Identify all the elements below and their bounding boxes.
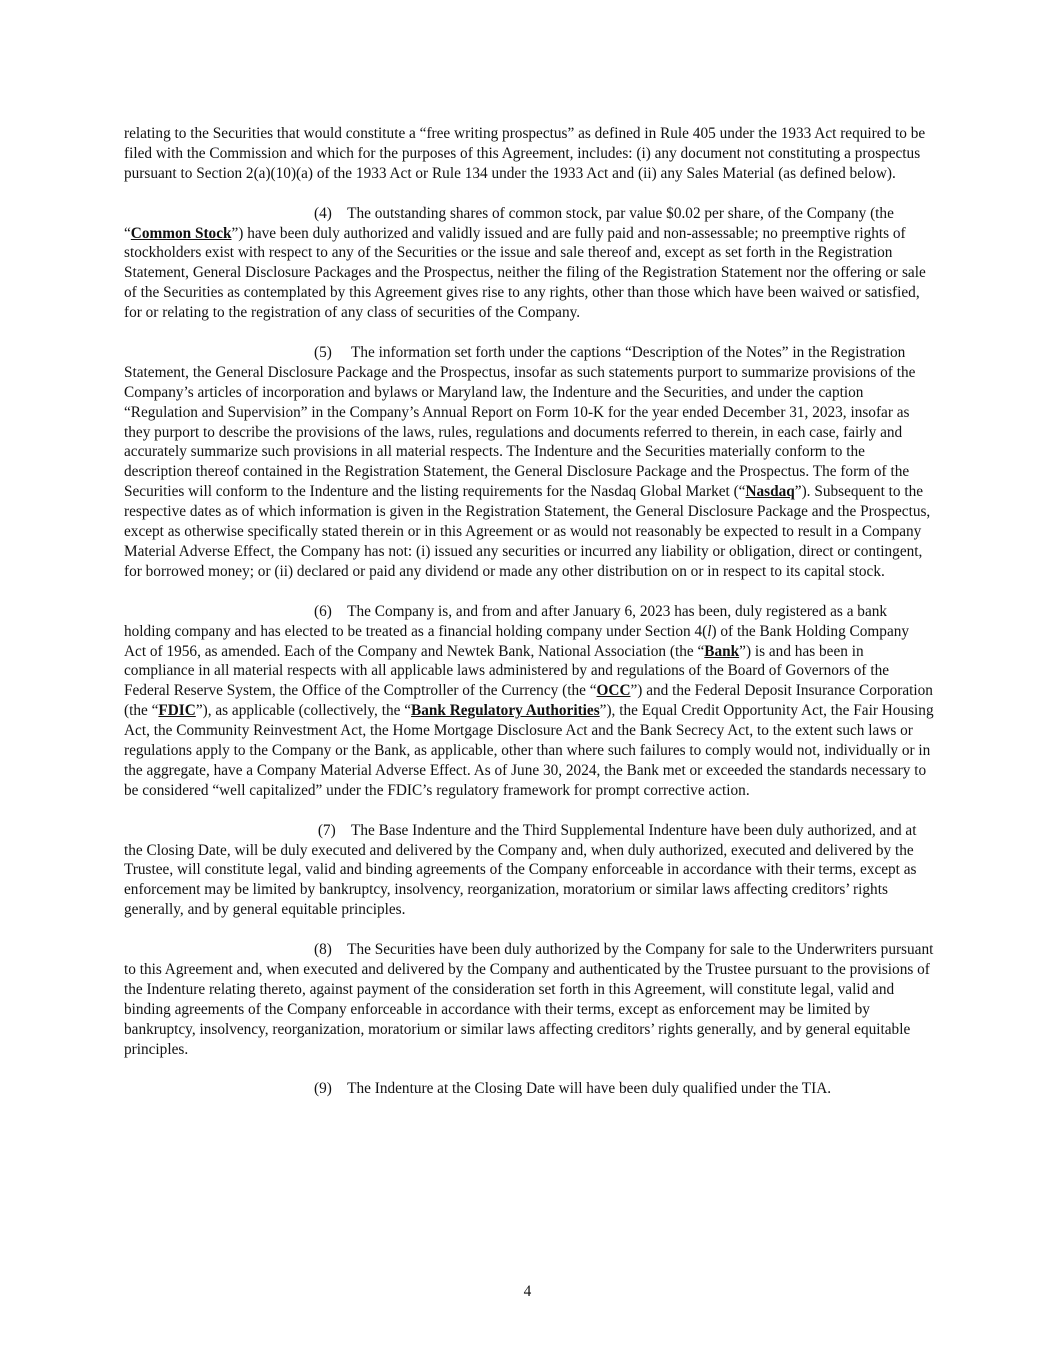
paragraph-text: ”), the Equal Credit Opportunity Act, the Fair Housing Act, the Community Reinvestment Act, the Home Mortgage Disclosure Act and the Bank Secrecy Act, to the extent such laws or regulations apply to the Company or the Bank, as applicable, other than where such failures to comply would not, individually or in the aggregate, have a Company Material Adverse Effect. As of June 30, 2024, the Bank met or exceeded the standards necessary to be considered “well capitalized” under the FDIC’s regulatory framework for prompt corrective action. [124,702,934,799]
paragraph-9 [124,1079,934,1099]
paragraph-text: ) of the Bank Holding Company Act of 1956, as amended. Each of the Company and Newtek Bank, National Association (the “ [124,622,910,660]
paragraph-text: The Securities have been duly authorized by the Company for sale to the Underwriters pursuant to this Agreement and, when executed and delivered by the Company and authenticated by the Trustee pursuant to the provisions of the Indenture relating thereto, against payment of the consideration set forth in this Agreement, will constitute legal, valid and binding agreements of the Company enforceable in accordance with their terms, except as enforcement may be limited by bankruptcy, insolvency, reorganization, moratorium or similar laws affecting creditors’ rights generally, and by general equitable principles. [124,941,934,1058]
paragraph-number: (8) [314,941,332,959]
paragraph-7 [124,821,934,921]
paragraph-continuation: relating to the Securities that would constitute a “free writing prospectus” as defined in Rule 405 under the 1933 Act required to be filed with the Commission and which for the purposes of this Agreement, includes: (i) any document not constituting a prospectus pursuant to Section 2(a)(10)(a) of the 1933 Act or Rule 134 under the 1933 Act and (ii) any Sales Material (as defined below). [124,125,926,182]
paragraph-text: The information set forth under the captions “Description of the Notes” in the Registration Statement, the General Disclosure Package and the Prospectus, insofar as such statements purport to summarize provisions of the Company’s articles of incorporation and bylaws or Maryland law, the Indenture and the Securities, and under the caption “Regulation and Supervision” in the Company’s Annual Report on Form 10-K for the year ended December 31, 2023, insofar as they purport to describe the provisions of the laws, rules, regulations and documents referred to therein, in each case, fairly and accurately summarize such provisions in all material respects. The Indenture and the Securities materially conform to the description thereof contained in the Registration Statement, the General Disclosure Package and the Prospectus. The form of the Securities will conform to the Indenture and the listing requirements for the Nasdaq Global Market (“ [124,343,916,501]
paragraph-text: The Company is, and from and after January 6, 2023 has been, duly registered as a bank holding company and has elected to be treated as a financial holding company under Section 4( [124,602,888,640]
paragraph-text: ”), as applicable (collectively, the “ [195,702,411,720]
paragraph-8 [124,940,934,1059]
paragraph-number: (7) [317,821,336,839]
paragraph-number: (9) [314,1080,332,1098]
paragraph-number: (4) [314,204,332,222]
paragraph-5 [124,343,934,582]
defined-term-nasdaq: Nasdaq [745,483,795,501]
italic-letter: l [707,622,712,640]
paragraph-number: (6) [314,602,332,620]
defined-term-occ: OCC [596,682,631,700]
paragraph-number: (5) [314,343,332,361]
page-number: 4 [523,1283,532,1300]
paragraph-text: The Indenture at the Closing Date will have been duly qualified under the TIA. [347,1080,832,1098]
paragraph-text: ”). Subsequent to the respective dates as of which information is given in the Registration Statement, the General Disclosure Package and the Prospectus, except as otherwise specifically stated therein or in this Agreement or as would not reasonably be expected to result in a Company Material Adverse Effect, the Company has not: (i) issued any securities or incurred any liability or obligation, direct or contingent, for borrowed money; or (ii) declared or paid any dividend or made any other distribution on or in respect to its capital stock. [124,483,931,580]
paragraph-text: The Base Indenture and the Third Supplemental Indenture have been duly authorized, and at the Closing Date, will be duly executed and delivered by the Company and, when duly authorized, executed and delivered by the Trustee, will constitute legal, valid and binding agreements of the Company enforceable in accordance with their terms, except as enforcement may be limited by bankruptcy, insolvency, reorganization, moratorium or similar laws affecting creditors’ rights generally, and by general equitable principles. [124,821,917,919]
defined-term-bank-regulatory-authorities: Bank Regulatory Authorities [411,702,600,720]
paragraph-text: ”) and the Federal Deposit Insurance Corporation (the “ [124,682,933,720]
paragraph-text: ”) have been duly authorized and validly issued and are fully paid and non-assessable; no preemptive rights of stockholders exist with respect to any of the Securities or the issue and sale thereof and, except as set forth in the Registration Statement, General Disclosure Packages and the Prospectus, neither the filing of the Registration Statement nor the offering or sale of the Securities as contemplated by this Agreement gives rise to any rights, other than those which have been waived or satisfied, for or relating to the registration of any class of securities of the Company. [124,224,926,322]
defined-term-bank: Bank [704,642,740,660]
defined-term-fdic: FDIC [158,702,196,720]
paragraph-text: The outstanding shares of common stock, par value $0.02 per share, of the Company (the “ [124,204,894,242]
paragraph-6 [124,602,934,801]
document-page [124,124,934,1119]
paragraph-text: ”) is and has been in compliance in all material respects with all applicable laws administered by and regulations of the Board of Governors of the Federal Reserve System, the Office of the Comptroller of the Currency (the “ [124,642,890,700]
paragraph-4 [124,204,934,323]
defined-term-common-stock: Common Stock [130,224,232,242]
